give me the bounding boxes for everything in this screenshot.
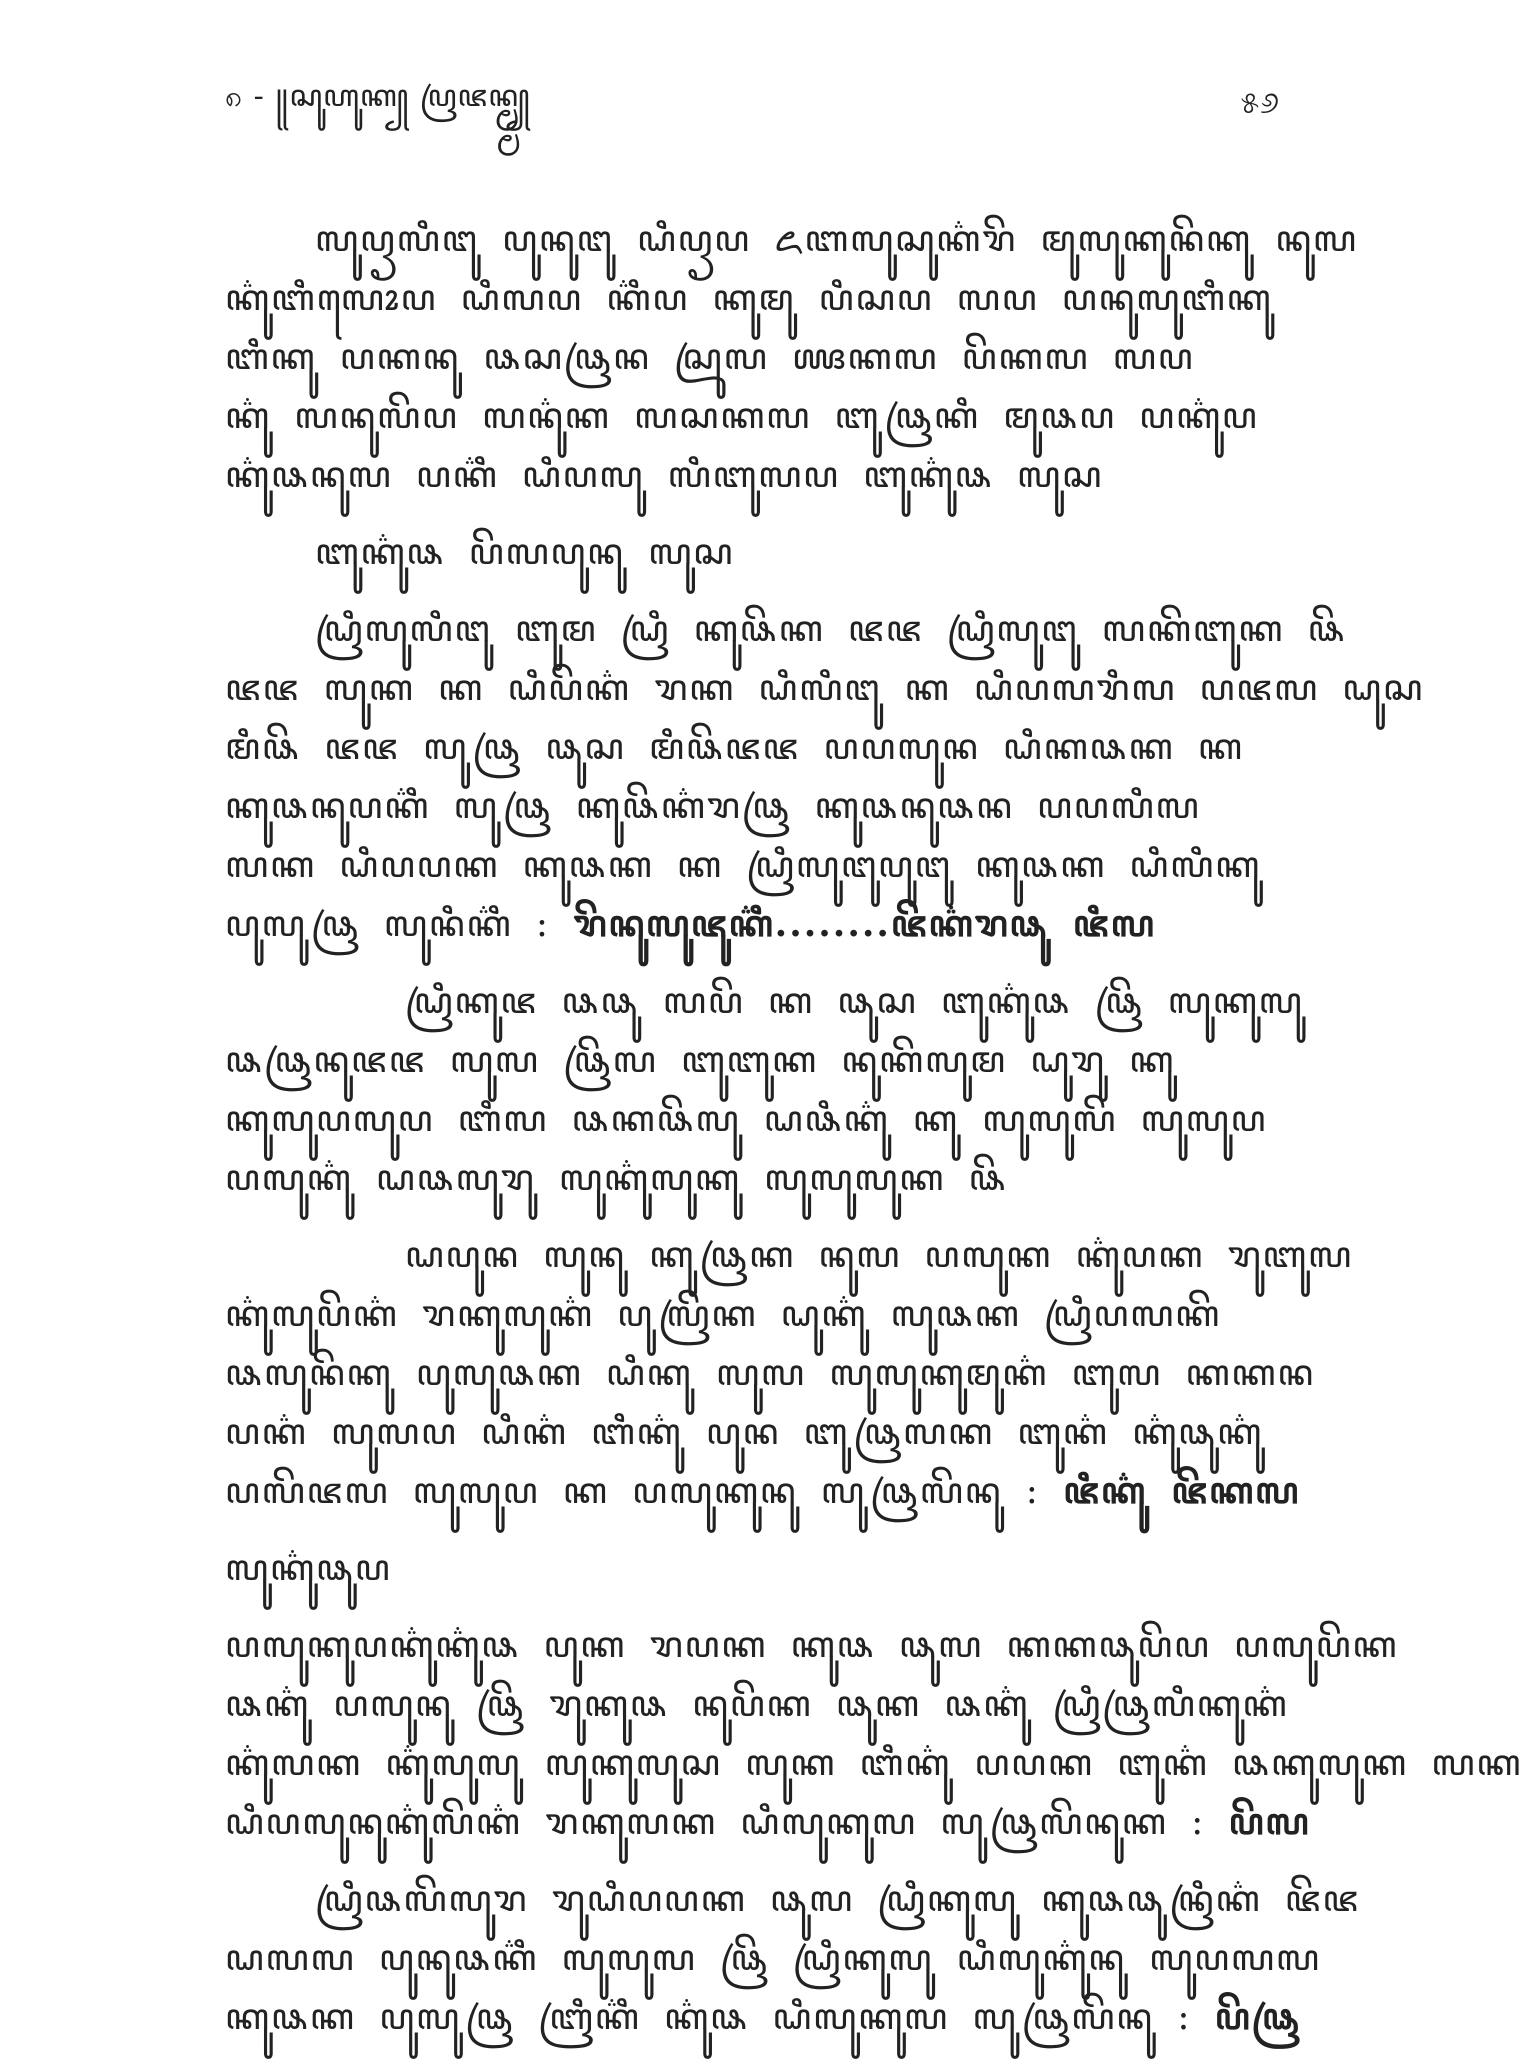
paragraph — [225, 1226, 1353, 1521]
paragraph — [225, 1870, 1361, 2047]
text-line: ꦝꦥꦸꦤ ꦭꦸꦤꦸ ꦏꦸꦦꦿꦏ ꦤꦸꦭ ꦥꦭꦸꦏ ꦏ꦳ꦸꦥꦏ ꦫꦸꦧꦸꦭ — [405, 1235, 1353, 1276]
page-body — [225, 210, 1522, 2065]
text-line: ꦦꦏ꦳ꦸ ꦥꦭꦸꦤꦸ ꦦꦿꦼ ꦫꦸꦏꦸꦦ ꦤꦸꦥꦼꦏ ꦦꦸꦏ ꦦꦏ꦳ꦸ ꦝꦿꦶꦦꦿꦭꦶꦏꦸꦏ꦳ — [225, 1684, 1289, 1725]
text-line: ꦏꦸꦦꦤꦸꦥꦏ꦳ꦶ ꦭꦸꦦꦿ ꦏꦸꦦꦼꦏ꦳ꦫꦦꦿ ꦏꦸꦦꦤꦸꦦꦤ ꦥꦥꦭꦶꦭ — [225, 786, 1201, 827]
text-line: ꦝꦭꦭ ꦥꦸꦤꦸꦦꦏ꦳ꦶ ꦭꦸꦭꦸꦭ ꦦꦿꦼ ꦝꦿꦶꦏꦸꦭꦸ ꦝꦶꦭꦸꦏ꦳ꦸꦤꦸ ꦭꦸꦥꦭꦭ — [225, 1938, 1321, 1979]
emphasis-text: ꦥꦼꦦꦿ — [1214, 1996, 1302, 2038]
text-line: ꦏ꦳ꦸ ꦭꦤꦸꦭꦼꦥ ꦭꦤ꦳ꦸꦏ ꦭꦱꦏꦭ ꦧꦸꦦꦿꦏꦶ ꦩꦸꦦꦥ ꦥꦏ꦳ꦸꦥ — [225, 396, 1259, 437]
text-line: ꦝꦿꦶꦭꦸꦭꦶꦔꦸ ꦧꦸꦩ ꦝꦿꦶ ꦏꦸꦦꦼꦏ ꦗꦗ ꦝꦿꦶꦭꦸꦔꦸ ꦭꦏꦼꦧꦸꦏ ꦦꦼ — [315, 609, 1347, 650]
text-line: ꦏꦸꦭꦸꦥꦭꦸꦥ ꦧꦶꦭ ꦦꦏꦦꦼꦭꦸ ꦝꦦꦶꦏ꦳ꦸ ꦏꦸ ꦭꦸꦭꦸꦭꦼ ꦭꦸꦭꦸꦥ — [225, 1099, 1268, 1140]
text-line: ꦥꦭꦸꦏ꦳ꦸ ꦝꦦꦭꦸꦫꦸ ꦭꦸꦏ꦳ꦸꦭꦸꦏꦸ ꦭꦸꦭꦸꦭꦸꦏ ꦦꦼ — [225, 1158, 1008, 1199]
text-line: ꦩꦶꦦꦼ ꦗꦗ ꦭꦸꦦꦿ ꦦꦸꦱ ꦩꦶꦦꦼꦗꦗ ꦥꦥꦭꦸꦤ ꦝꦶꦏꦦꦏ ꦏ — [225, 727, 1244, 768]
text-line: ꦝꦿꦶꦦꦭꦼꦭꦸꦫ ꦫꦸꦝꦶꦥꦥꦏ ꦦꦸꦭ ꦝꦿꦶꦏꦸꦭꦸ ꦏꦸꦦꦦꦸꦤꦿꦶꦏ꦳ ꦗꦼꦗ — [315, 1879, 1361, 1920]
line-text: ꦥꦸꦭꦸꦦꦿ ꦭꦸꦤꦶꦏ꦳ꦶ : — [225, 904, 551, 945]
emphasis-text: ꦗꦶꦏ꦳ꦸ ꦗꦼꦏꦭ — [1063, 1470, 1301, 1512]
text-line: ꦥꦭꦸꦏꦸꦥꦏ꦳ꦸꦏ꦳ꦸꦦ ꦥꦸꦏ ꦫꦥꦏ ꦏꦸꦦ ꦦꦸꦭ ꦏꦏꦦꦸꦥꦼꦥ ꦥꦭꦸꦥꦼꦏ — [225, 1625, 1399, 1666]
text-line: ꦭꦸꦥꦽꦭꦶꦔꦸ ꦥꦸꦤꦸꦔꦸ ꦝꦶꦥꦽꦥ ꦌꦧꦭꦸꦱꦸꦏ꦳ꦫꦼ ꦩꦸꦭꦸꦏꦸꦤꦼꦏꦸ ꦤꦸꦭ — [315, 219, 1358, 260]
text-line — [225, 1793, 1311, 1852]
line-text: ꦝꦶꦥꦭꦸꦤꦸꦏ꦳ꦸꦭꦼꦏ꦳ ꦫꦏꦸꦭꦏ ꦝꦶꦭꦸꦏꦸꦭ ꦭꦸꦦꦿꦭꦼꦤꦸꦏ : — [225, 1802, 1206, 1843]
text-line: ꦗꦗ ꦭꦸꦏ ꦏ ꦝꦶꦥꦼꦏ꦳ ꦫꦏ ꦝꦶꦭꦶꦔꦸ ꦏ ꦝꦶꦥꦭꦫꦶꦭ ꦥꦗꦭ ꦝꦸꦱ — [225, 668, 1425, 709]
text-line: ꦏ꦳ꦸꦭꦏ ꦏ꦳ꦸꦭꦸꦭꦸ ꦭꦸꦏꦸꦭꦸꦱ ꦭꦸꦏ ꦧꦶꦏ꦳ꦸ ꦥꦥꦏ ꦧꦸꦏ꦳ ꦦꦏꦸꦭꦸꦏ ꦭꦏ — [225, 1743, 1522, 1784]
page-number: ୫୬ — [1240, 85, 1280, 121]
text-line: ꦏ꦳ꦸꦭꦸꦥꦼꦏ꦳ ꦫꦏꦸꦭꦸꦏ꦳ ꦥꦸꦭꦿꦼꦏ ꦝꦸꦏ꦳ꦸ ꦭꦸꦦꦏ ꦝꦿꦶꦥꦭꦏꦼ — [225, 1294, 1222, 1335]
text-line — [225, 1462, 1301, 1521]
text-line: ꦝꦿꦶꦏꦸꦗ ꦦꦦꦸ ꦭꦥꦼ ꦏ ꦦꦸꦱ ꦧꦸꦏ꦳ꦸꦦ ꦦꦿꦼ ꦭꦸꦏꦸꦭꦸ — [405, 981, 1304, 1022]
emphasis-text: ꦫꦼꦤꦸꦭꦸꦗꦸꦏ꦳ꦶ........ꦗꦼꦏ꦳ꦫꦦꦸ ꦗꦶꦭ — [573, 903, 1156, 945]
text-line: ꦦꦦꦿꦤꦸꦗꦗ ꦭꦸꦭ ꦦꦿꦼꦭ ꦧꦸꦧꦸꦏ ꦤꦸꦏꦼꦭꦸꦩ ꦝꦸꦫꦸ ꦏꦸ — [225, 1040, 1176, 1081]
book-page — [225, 0, 1522, 2038]
paragraph — [225, 210, 1358, 505]
line-text: ꦏꦸꦦꦏ ꦥꦸꦭꦸꦦꦿ ꦧꦿꦶꦏ꦳ꦶ ꦏ꦳ꦸꦦ ꦝꦶꦭꦸꦏꦸꦭ ꦭꦸꦦꦿꦭꦼꦤꦸ : — [225, 1997, 1192, 2038]
running-header — [225, 78, 1280, 128]
text-line: ꦏ꦳ꦸꦦꦤꦸꦭ ꦥꦏ꦳ꦶ ꦝꦶꦥꦭꦸ ꦭꦶꦧꦸꦭꦥ ꦧꦸꦏ꦳ꦸꦦ ꦭꦸꦱ — [225, 455, 1104, 496]
text-line: ꦭꦸꦏ꦳ꦸꦦꦸꦥ — [225, 1548, 392, 1589]
paragraph — [225, 523, 1280, 582]
text-line: ꦦꦭꦸꦤꦼꦏꦸ ꦥꦸꦭꦸꦦꦏ ꦝꦶꦏꦸ ꦭꦸꦭ ꦭꦸꦭꦸꦏꦸꦩꦸꦏ꦳ ꦧꦸꦭ ꦏꦏꦤ — [225, 1353, 1315, 1394]
text-line — [225, 1988, 1302, 2047]
text-line: ꦧꦸꦏ꦳ꦸꦦ ꦥꦼꦭꦥꦸꦤꦸ ꦭꦸꦱ — [315, 532, 735, 573]
paragraph — [225, 1616, 1522, 1852]
paragraph — [225, 1539, 1280, 1598]
text-line: ꦥꦏ꦳ ꦭꦸꦭꦥ ꦝꦶꦏ꦳ ꦧꦶꦏ꦳ꦸ ꦥꦸꦤ ꦧꦸꦦꦿꦭꦏ ꦧꦸꦏ꦳ ꦏ꦳ꦸꦦꦸꦏ꦳ꦸ — [225, 1412, 1264, 1453]
paragraph — [225, 972, 1304, 1208]
text-line: ꦧꦶꦏꦸ ꦥꦏꦤꦸ ꦦꦱꦦꦿꦤ ꦱꦿꦸꦭ ꦖꦏꦭ ꦥꦼꦏꦭ ꦭꦥ — [225, 337, 1195, 378]
text-line — [225, 895, 1280, 954]
text-line: ꦏ꦳ꦸꦧꦶꦭꦺꦴꦥ ꦝꦶꦭꦥ ꦏ꦳ꦶꦥ ꦏꦸꦩꦸ ꦥꦶꦱꦥ ꦭꦥ ꦥꦤꦸꦭꦸꦧꦶꦏꦸ — [225, 278, 1273, 319]
chapter-title: ၈ - ꧋ꦱꦸꦲꦸꦏ꧀ ꦥꦿꦗꦤ꧀ꦩ꧀ꦩ꧀ — [225, 78, 531, 114]
paragraph — [225, 600, 1425, 954]
emphasis-text: ꦥꦼꦭ — [1228, 1801, 1311, 1843]
line-text: ꦥꦭꦼꦗꦭ ꦭꦸꦭꦸꦥ ꦏ ꦥꦭꦸꦏꦸꦤꦸ ꦭꦸꦦꦿꦭꦼꦤꦸ : — [225, 1471, 1040, 1512]
text-line: ꦭꦏ ꦝꦶꦥꦥꦏ ꦏꦸꦦꦏ ꦏ ꦝꦿꦶꦭꦸꦔꦸꦥꦸꦔꦸ ꦏꦸꦦꦏ ꦝꦶꦭꦶꦏꦸ — [225, 845, 1262, 886]
